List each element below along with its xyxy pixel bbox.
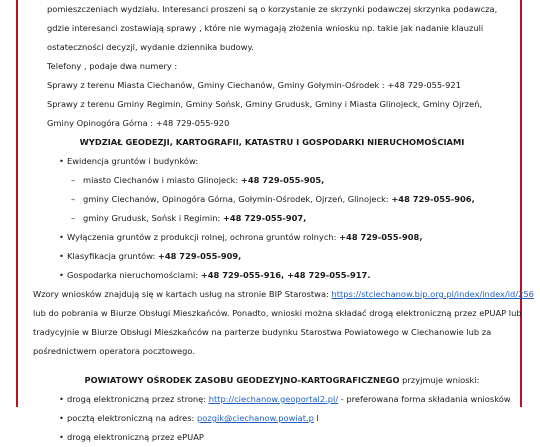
forms-line xyxy=(33,285,534,304)
forms-prefix: Wzory wniosków znajdują się w kartach usług na stronie BIP Starostwa: xyxy=(33,289,332,299)
phone-line-regimin: Sprawy z terenu Gminy Regimin, Gminy Sońsk, Gminy Grudusk, Gminy i Miasta Glinojeck, Gminy Ojrzeń, xyxy=(47,99,483,109)
list-item xyxy=(47,228,507,247)
web-suffix: - preferowana forma składania wniosków xyxy=(338,394,511,404)
item-label: Gospodarka nieruchomościami: xyxy=(67,270,201,280)
web-prefix: drogą elektroniczną przez stronę: xyxy=(67,394,209,404)
bip-link[interactable]: https://stciechanow.bip.org.pl/index/index/id/256 xyxy=(331,289,534,299)
list-item xyxy=(47,152,507,171)
pozgik-list xyxy=(47,390,511,447)
phone-number: +48 729-055-916, +48 729-055-917. xyxy=(200,270,371,280)
phone-number: +48 729-055-908, xyxy=(339,232,423,242)
submission-line-2: tradycyjnie w Biurze Obsługi Mieszkańców na parterze budynku Starostwa Powiatowego w Ciechanowie lub za xyxy=(33,327,492,337)
pozgik-heading xyxy=(57,371,507,390)
epuap-label: drogą elektroniczną przez ePUAP xyxy=(67,432,204,442)
intro-line-1: pomieszczeniach wydziału. Interesanci proszeni są o korzystanie ze skrzynki podawczej skrzynka podawcza, xyxy=(47,4,498,14)
mail-suffix: l xyxy=(313,413,319,423)
intro-line-3: ostateczności decyzji, wydanie dziennika budowy. xyxy=(47,42,254,52)
pozgik-heading-title: POWIATOWY OŚRODEK ZASOBU GEODEZYJNO-KARTOGRAFICZNEGO xyxy=(84,375,400,385)
item-label: Wyłączenia gruntów z produkcji rolnej, ochrona gruntów rolnych: xyxy=(67,232,340,242)
geodesy-list xyxy=(47,152,507,285)
sub-item-label: gminy Grudusk, Sońsk i Regimin: xyxy=(83,213,223,223)
list-item xyxy=(47,190,507,209)
phone-number: +48 729-055-905, xyxy=(240,175,325,185)
list-item xyxy=(47,266,507,285)
geodesy-heading: WYDZIAŁ GEODEZJI, KARTOGRAFII, KATASTRU I GOSPODARKI NIERUCHOMOŚCIAMI xyxy=(79,137,465,147)
submission-line-1: lub do pobrania w Biurze Obsługi Mieszkańców. Ponadto, wnioski można składać drogą elektroniczną przez ePUAP lub xyxy=(33,308,522,318)
sub-item-label: gminy Ciechanów, Opinogóra Górna, Gołymin-Ośrodek, Ojrzeń, Glinojeck: xyxy=(83,194,392,204)
list-item xyxy=(47,390,511,409)
submission-line-3: pośrednictwem operatora pocztowego. xyxy=(33,346,195,356)
register-label: Ewidencja gruntów i budynków: xyxy=(67,156,199,166)
phone-number: +48 729-055-906, xyxy=(391,194,475,204)
item-label: Klasyfikacja gruntów: xyxy=(67,251,158,261)
mail-prefix: pocztą elektroniczną na adres: xyxy=(67,413,197,423)
list-item xyxy=(47,247,507,266)
list-item xyxy=(47,171,507,190)
list-item xyxy=(47,409,507,428)
intro-line-2: gdzie interesanci zostawiają sprawy , które nie wymagają złożenia wniosku np. takie jak nadanie klauzuli xyxy=(47,23,484,33)
list-item xyxy=(47,209,507,228)
phone-number: +48 729-055-907, xyxy=(222,213,307,223)
phone-line-ciechanow: Sprawy z terenu Miasta Ciechanów, Gminy Ciechanów, Gminy Gołymin-Ośrodek : +48 729-055-921 xyxy=(47,80,461,90)
phone-line-opinogora: Gminy Opinogóra Górna : +48 729-055-920 xyxy=(47,118,230,128)
geoportal-link[interactable]: http://ciechanow.geoportal2.pl/ xyxy=(208,394,339,404)
pozgik-heading-rest: przyjmuje wnioski: xyxy=(399,375,480,385)
email-link[interactable]: pozgik@ciechanow.powiat.p xyxy=(197,413,314,423)
phone-number: +48 729-055-909, xyxy=(157,251,242,261)
phones-intro: Telefony , podaje dwa numery : xyxy=(47,61,178,71)
document-body xyxy=(33,0,534,447)
list-item xyxy=(47,428,507,447)
sub-item-label: miasto Ciechanów i miasto Glinojeck: xyxy=(83,175,241,185)
